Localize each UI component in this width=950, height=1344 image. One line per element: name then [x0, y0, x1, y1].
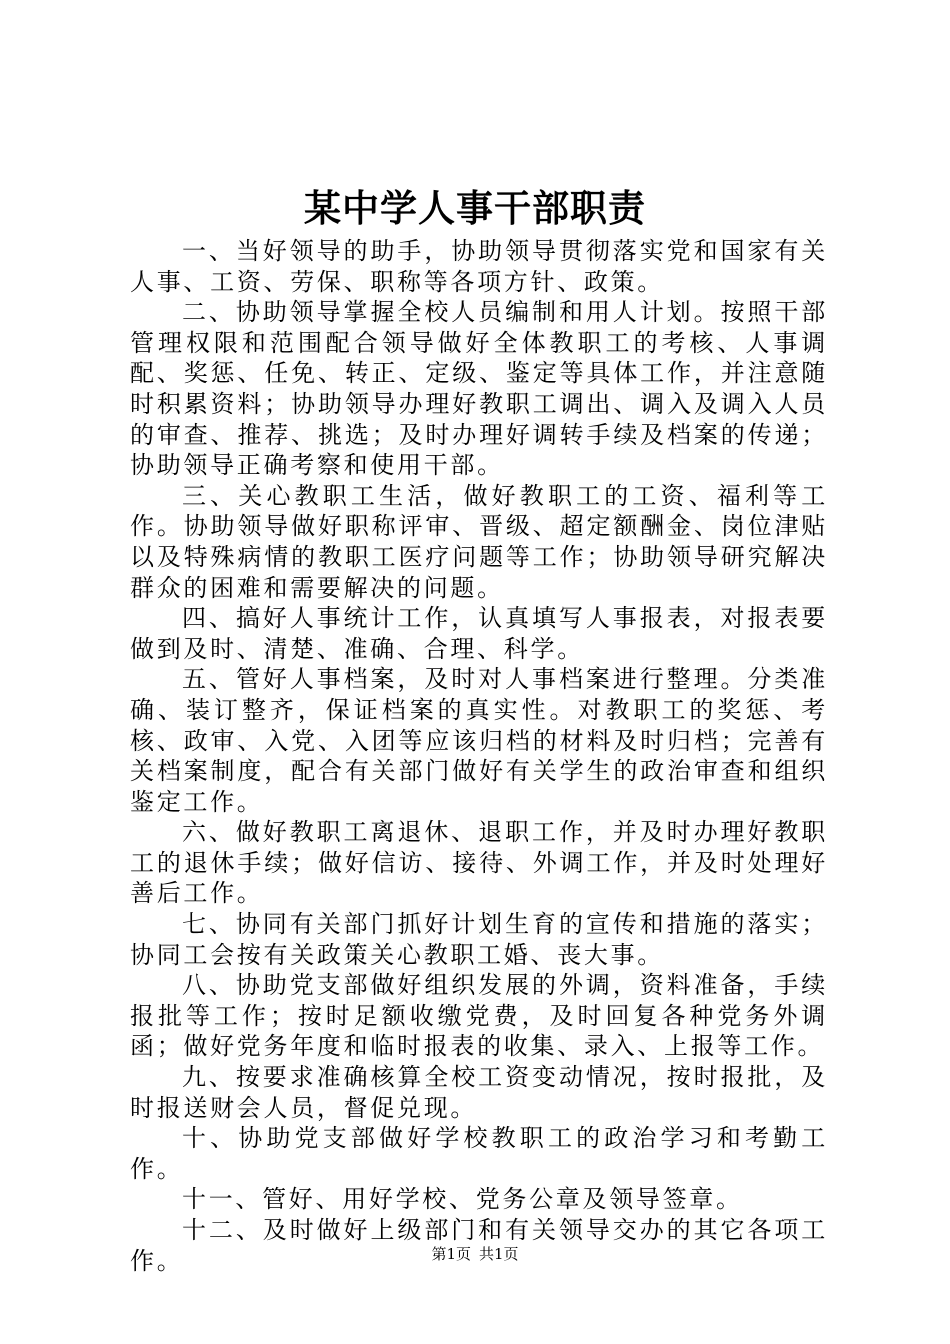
paragraph-12: 十二、及时做好上级部门和有关领导交办的其它各项工作。: [130, 1216, 828, 1275]
paragraph-3: 三、关心教职工生活，做好教职工的工资、福利等工作。协助领导做好职称评审、晋级、超定额酬金、岗位津贴以及特殊病情的教职工医疗问题等工作；协助领导研究解决群众的困难和需要解决的问题。: [130, 481, 828, 602]
paragraph-9: 九、按要求准确核算全校工资变动情况，按时报批，及时报送财会人员，督促兑现。: [130, 1063, 828, 1122]
paragraph-6: 六、做好教职工离退休、退职工作，并及时办理好教职工的退休手续；做好信访、接待、外调工作，并及时处理好善后工作。: [130, 818, 828, 908]
paragraph-10: 十、协助党支部做好学校教职工的政治学习和考勤工作。: [130, 1124, 828, 1183]
paragraph-7: 七、协同有关部门抓好计划生育的宣传和措施的落实；协同工会按有关政策关心教职工婚、丧大事。: [130, 910, 828, 969]
page-number-current: 第1页: [431, 1245, 471, 1263]
paragraph-11: 十一、管好、用好学校、党务公章及领导签章。: [182, 1185, 743, 1214]
page-footer: [0, 1244, 950, 1264]
document-body: [130, 236, 828, 1276]
paragraph-4: 四、搞好人事统计工作，认真填写人事报表，对报表要做到及时、清楚、准确、合理、科学。: [130, 604, 828, 663]
paragraph-5: 五、管好人事档案，及时对人事档案进行整理。分类准确、装订整齐，保证档案的真实性。对教职工的奖惩、考核、政审、入党、入团等应该归档的材料及时归档；完善有关档案制度，配合有关部门做好有关学生的政治审查和组织鉴定工作。: [130, 665, 828, 816]
paragraph-1: 一、当好领导的助手，协助领导贯彻落实党和国家有关人事、工资、劳保、职称等各项方针、政策。: [130, 237, 828, 296]
document-title: 某中学人事干部职责: [304, 186, 646, 230]
page-number-total: 共1页: [479, 1245, 519, 1263]
paragraph-8: 八、协助党支部做好组织发展的外调，资料准备，手续报批等工作；按时足额收缴党费，及时回复各种党务外调函；做好党务年度和临时报表的收集、录入、上报等工作。: [130, 971, 828, 1061]
paragraph-2: 二、协助领导掌握全校人员编制和用人计划。按照干部管理权限和范围配合领导做好全体教职工的考核、人事调配、奖惩、任免、转正、定级、鉴定等具体工作，并注意随时积累资料；协助领导办理好教职工调出、调入及调入人员的审查、推荐、挑选；及时办理好调转手续及档案的传递；协助领导正确考察和使用干部。: [130, 298, 828, 480]
